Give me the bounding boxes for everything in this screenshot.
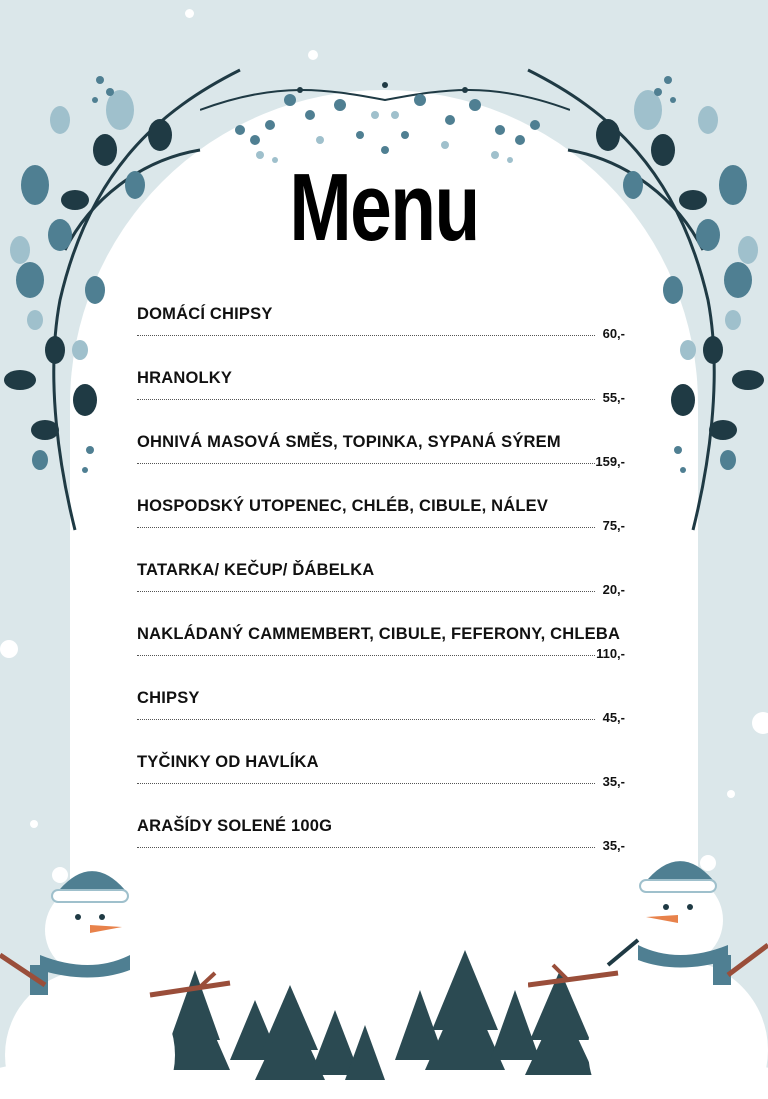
menu-item-price: 60,- (602, 326, 625, 341)
menu-item-price: 110,- (596, 646, 625, 661)
menu-item (137, 689, 625, 753)
dotted-leader (137, 783, 595, 784)
menu-item (137, 753, 625, 817)
menu-item-price: 35,- (602, 838, 625, 853)
page-title: Menu (289, 154, 479, 261)
menu-item-name: TYČINKY OD HAVLÍKA (137, 753, 319, 771)
snowflake-icon (0, 640, 18, 658)
snowman-left-icon (0, 855, 240, 1099)
menu-item-name: HRANOLKY (137, 369, 233, 387)
menu-item-name: HOSPODSKÝ UTOPENEC, CHLÉB, CIBULE, NÁLEV (137, 497, 549, 515)
dotted-leader (137, 655, 595, 656)
menu-item-name: CHIPSY (137, 689, 200, 707)
menu-item-name: OHNIVÁ MASOVÁ SMĚS, TOPINKA, SYPANÁ SÝREM (137, 433, 561, 451)
menu-item (137, 625, 625, 689)
menu-item (137, 433, 625, 497)
dotted-leader (137, 591, 595, 592)
menu-list (137, 305, 625, 881)
menu-item-name: NAKLÁDANÝ CAMMEMBERT, CIBULE, FEFERONY, CHLEBA (137, 625, 621, 643)
dotted-leader (137, 527, 595, 528)
menu-item (137, 305, 625, 369)
dotted-leader (137, 335, 595, 336)
menu-item-price: 45,- (602, 710, 625, 725)
snowflake-icon (727, 790, 735, 798)
menu-item (137, 369, 625, 433)
menu-item (137, 561, 625, 625)
menu-item-price: 55,- (602, 390, 625, 405)
dotted-leader (137, 463, 595, 464)
snowflake-icon (752, 712, 768, 734)
menu-item-name: DOMÁCÍ CHIPSY (137, 305, 273, 323)
snowflake-icon (308, 50, 318, 60)
snowflake-icon (185, 9, 194, 18)
menu-item-price: 159,- (595, 454, 625, 469)
snowflake-icon (30, 820, 38, 828)
menu-item (137, 497, 625, 561)
menu-item-name: ARAŠÍDY SOLENÉ 100G (137, 817, 333, 835)
dotted-leader (137, 847, 595, 848)
menu-item-price: 20,- (602, 582, 625, 597)
dotted-leader (137, 719, 595, 720)
menu-item-price: 35,- (602, 774, 625, 789)
menu-item-name: TATARKA/ KEČUP/ ĎÁBELKA (137, 561, 375, 579)
menu-item-price: 75,- (602, 518, 625, 533)
snowman-right-icon (528, 845, 768, 1099)
dotted-leader (137, 399, 595, 400)
